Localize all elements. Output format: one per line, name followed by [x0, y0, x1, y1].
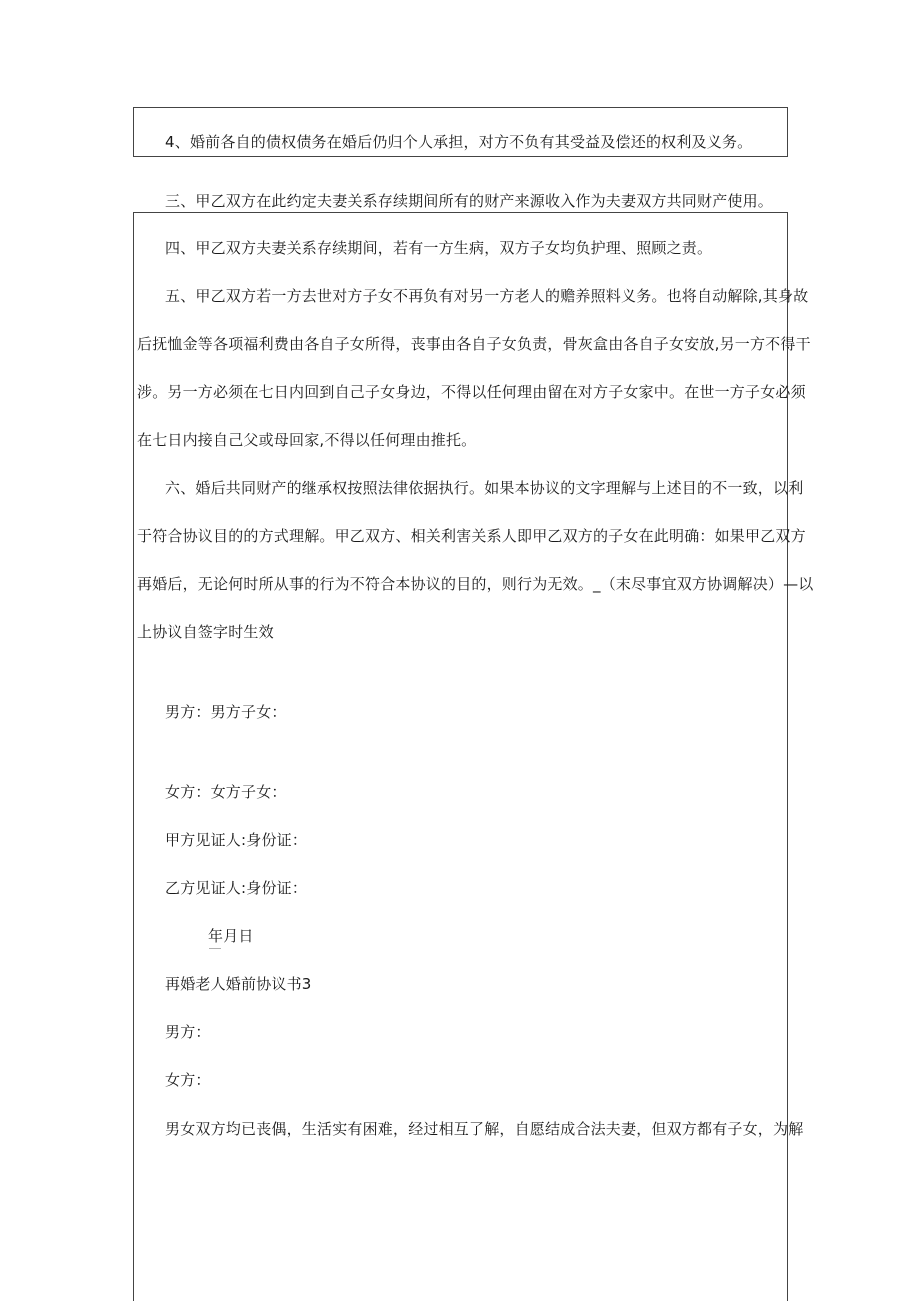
- clause-5-line-2: 后抚恤金等各项福利费由各自子女所得，丧事由各自子女负责，骨灰盒由各自子女安放,另一方不得干: [137, 335, 811, 353]
- doc3-title: 再婚老人婚前协议书3: [165, 975, 312, 993]
- date-line: 年月日: [208, 927, 254, 945]
- clause-5-line-4: 在七日内接自己父或母回家,不得以任何理由推托。: [137, 431, 477, 449]
- clause-3-shared-property: 三、甲乙双方在此约定夫妻关系存续期间所有的财产来源收入作为夫妻双方共同财产使用。: [165, 192, 774, 210]
- party-b-witness-line: 乙方见证人:身份证：: [165, 879, 308, 897]
- doc3-intro-line: 男女双方均已丧偶，生活实有困难，经过相互了解，自愿结成合法夫妻，但双方都有子女，为解: [165, 1120, 804, 1138]
- clause-5-line-1: 五、甲乙双方若一方去世对方子女不再负有对另一方老人的赡养照料义务。也将自动解除,其身故: [165, 287, 809, 305]
- date-underline: [209, 948, 221, 949]
- clause-5-line-3: 涉。另一方必须在七日内回到自己子女身边，不得以任何理由留在对方子女家中。在世一方子女必须: [137, 383, 806, 401]
- doc3-male-line: 男方：: [165, 1023, 211, 1041]
- clause-6-line-2: 于符合协议目的的方式理解。甲乙双方、相关利害关系人即甲乙双方的子女在此明确：如果甲乙双方: [137, 527, 806, 545]
- clause-4-debts: 4、婚前各自的债权债务在婚后仍归个人承担，对方不负有其受益及偿还的权利及义务。: [165, 133, 753, 151]
- male-signature-line: 男方：男方子女：: [165, 703, 287, 721]
- clause-6-line-1: 六、婚后共同财产的继承权按照法律依据执行。如果本协议的文字理解与上述目的不一致，以利: [165, 479, 804, 497]
- doc3-female-line: 女方：: [165, 1071, 211, 1089]
- clause-6-line-4: 上协议自签字时生效: [137, 623, 274, 641]
- female-signature-line: 女方：女方子女：: [165, 783, 287, 801]
- party-a-witness-line: 甲方见证人:身份证：: [165, 831, 308, 849]
- clause-6-line-3: 再婚后，无论何时所从事的行为不符合本协议的目的，则行为无效。_（末尽事宜双方协调解决）—以: [137, 575, 814, 593]
- clause-4-care: 四、甲乙双方夫妻关系存续期间，若有一方生病，双方子女均负护理、照顾之责。: [165, 239, 713, 257]
